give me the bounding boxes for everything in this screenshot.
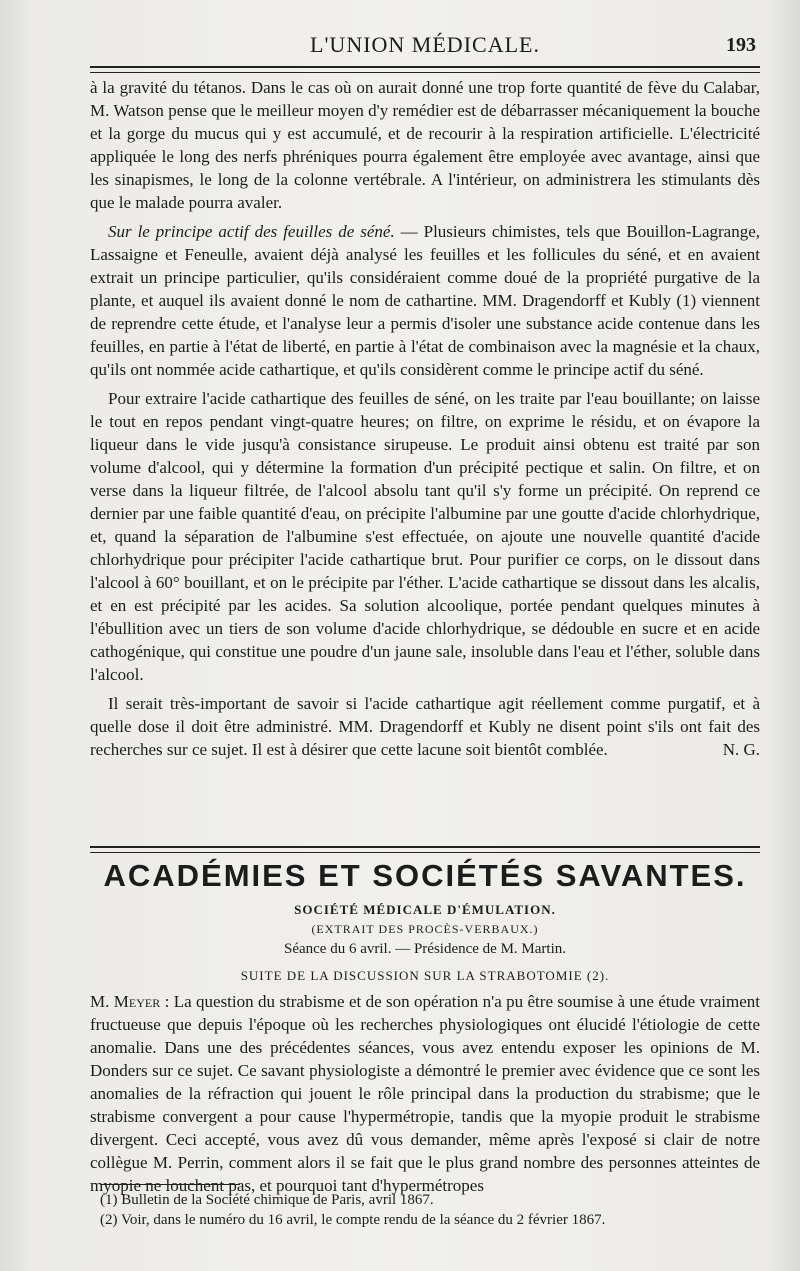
extract-note: (EXTRAIT DES PROCÈS-VERBAUX.) [311, 922, 539, 936]
footnote-rule [100, 1184, 240, 1185]
section-heading: ACADÉMIES ET SOCIÉTÉS SAVANTES. [103, 858, 747, 893]
society-name: SOCIÉTÉ MÉDICALE D'ÉMULATION. [294, 902, 556, 917]
paragraph-sene-intro [90, 220, 760, 381]
paragraph-sene-text: — Plusieurs chimistes, tels que Bouillon-Lagrange, Lassaigne et Feneulle, avaient déjà analysé les feuilles et les follicules du séné, et en avaient extrait un principe particulier, qu'ils considéraient comme doué de la propriété purgative de la plante, et auquel ils avaient donné le nom de cathartine. MM. Dragendorff et Kubly (1) viennent de reprendre cette étude, et l'analyse leur a permis d'isoler une substance acide contenue dans les feuilles, en partie à l'état de liberté, en partie à l'état de combinaison avec la magnésie et la chaux, qu'ils ont nommée acide cathartique, et qu'ils considèrent comme le principe actif du séné. [90, 222, 760, 379]
paragraph-extraction: Pour extraire l'acide cathartique des feuilles de séné, on les traite par l'eau bouillante; on laisse le tout en repos pendant vingt-quatre heures; on filtre, on exprime le résidu, et on évapore la liqueur dans le vide jusqu'à consistance sirupeuse. Le produit ainsi obtenu est traité par son volume d'alcool, qui y détermine la formation d'un précipité pectique et salin. On filtre, et on verse dans la liqueur filtrée, de l'alcool absolu tant qu'il s'y forme un précipité. On reprend ce dernier par une faible quantité d'eau, on précipite l'albumine par une goutte d'acide chlorhydrique, et, quand la séparation de l'albumine s'est effectuée, on ajoute une nouvelle quantité d'acide chlorhydrique pour précipiter l'acide cathartique brut. Pour purifier ce corps, on le dissout dans l'alcool à 60° bouillant, et on le précipite par l'éther. L'acide cathartique se dissout dans les alcalis, et en est précipité par les acides. Sa solution alcoolique, portée pendant quelques minutes à l'ébullition avec un tiers de son volume d'acide chlorhydrique, se dédouble en sucre et en acide cathogénique, qui constitue une poudre d'un jaune sale, insoluble dans l'eau et l'éther, soluble dans l'alcool. [90, 389, 760, 684]
author-signature: N. G. [722, 740, 760, 759]
section-rule [90, 846, 760, 853]
speaker-name: M. Meyer : [90, 992, 170, 1011]
footnote-1: (1) Bulletin de la Société chimique de Paris, avril 1867. [100, 1192, 434, 1208]
footnote-2: (2) Voir, dans le numéro du 16 avril, le compte rendu de la séance du 2 février 1867. [100, 1212, 606, 1228]
seance-line: Séance du 6 avril. — Présidence de M. Martin. [283, 941, 566, 957]
header-rule [90, 66, 760, 73]
running-header [90, 30, 760, 66]
discussion-text [90, 990, 760, 1197]
discussion-title: SUITE DE LA DISCUSSION SUR LA STRABOTOMIE (2). [240, 968, 610, 983]
paragraph-conclusion [90, 692, 760, 761]
page-number: 193 [726, 34, 756, 56]
paragraph-tetanos: à la gravité du tétanos. Dans le cas où on aurait donné une trop forte quantité de fève du Calabar, M. Watson pense que le meilleur moyen d'y remédier est de débarrasser mécaniquement la bouche et la gorge du mucus qui y est accumulé, et de recourir à la respiration artificielle. L'électricité appliquée le long des nerfs phréniques pourra également être employée avec avantage, ainsi que les sinapismes, le long de la colonne vertébrale. A l'intérieur, on administrera les stimulants dès que le malade pourra avaler. [90, 78, 760, 212]
article-body [90, 76, 760, 761]
paragraph-conclusion-text: Il serait très-important de savoir si l'acide cathartique agit réellement comme purgatif, et à quelle dose il doit être administré. MM. Dragendorff et Kubly ne disent point s'ils ont fait des recherches sur ce sujet. Il est à désirer que cette lacune soit bientôt comblée. [90, 694, 760, 759]
footnotes [100, 1190, 760, 1230]
academies-section [90, 856, 760, 1214]
journal-title: L'UNION MÉDICALE. [310, 32, 540, 57]
paragraph-lead: Sur le principe actif des feuilles de séné. [108, 222, 395, 241]
discussion-body: La question du strabisme et de son opération n'a pu être soumise à une étude vraiment fructueuse que depuis l'époque où les recherches physiologiques ont élucidé l'étiologie de cette anomalie. Dans une des précédentes séances, vous avez entendu exposer les opinions de M. Donders sur ce sujet. Ce savant physiologiste a démontré le premier avec évidence que ce sont les anomalies de la réfraction qui jouent le rôle principal dans la production du strabisme; que le strabisme convergent a pour cause l'hypermétropie, tandis que la myopie produit le strabisme divergent. Ceci accepté, vous avez dû vous demander, même après l'exposé si clair de notre collègue M. Perrin, comment alors il se fait que le plus grand nombre des personnes atteintes de myopie ne louchent pas, et pourquoi tant d'hypermétropes [90, 992, 760, 1195]
